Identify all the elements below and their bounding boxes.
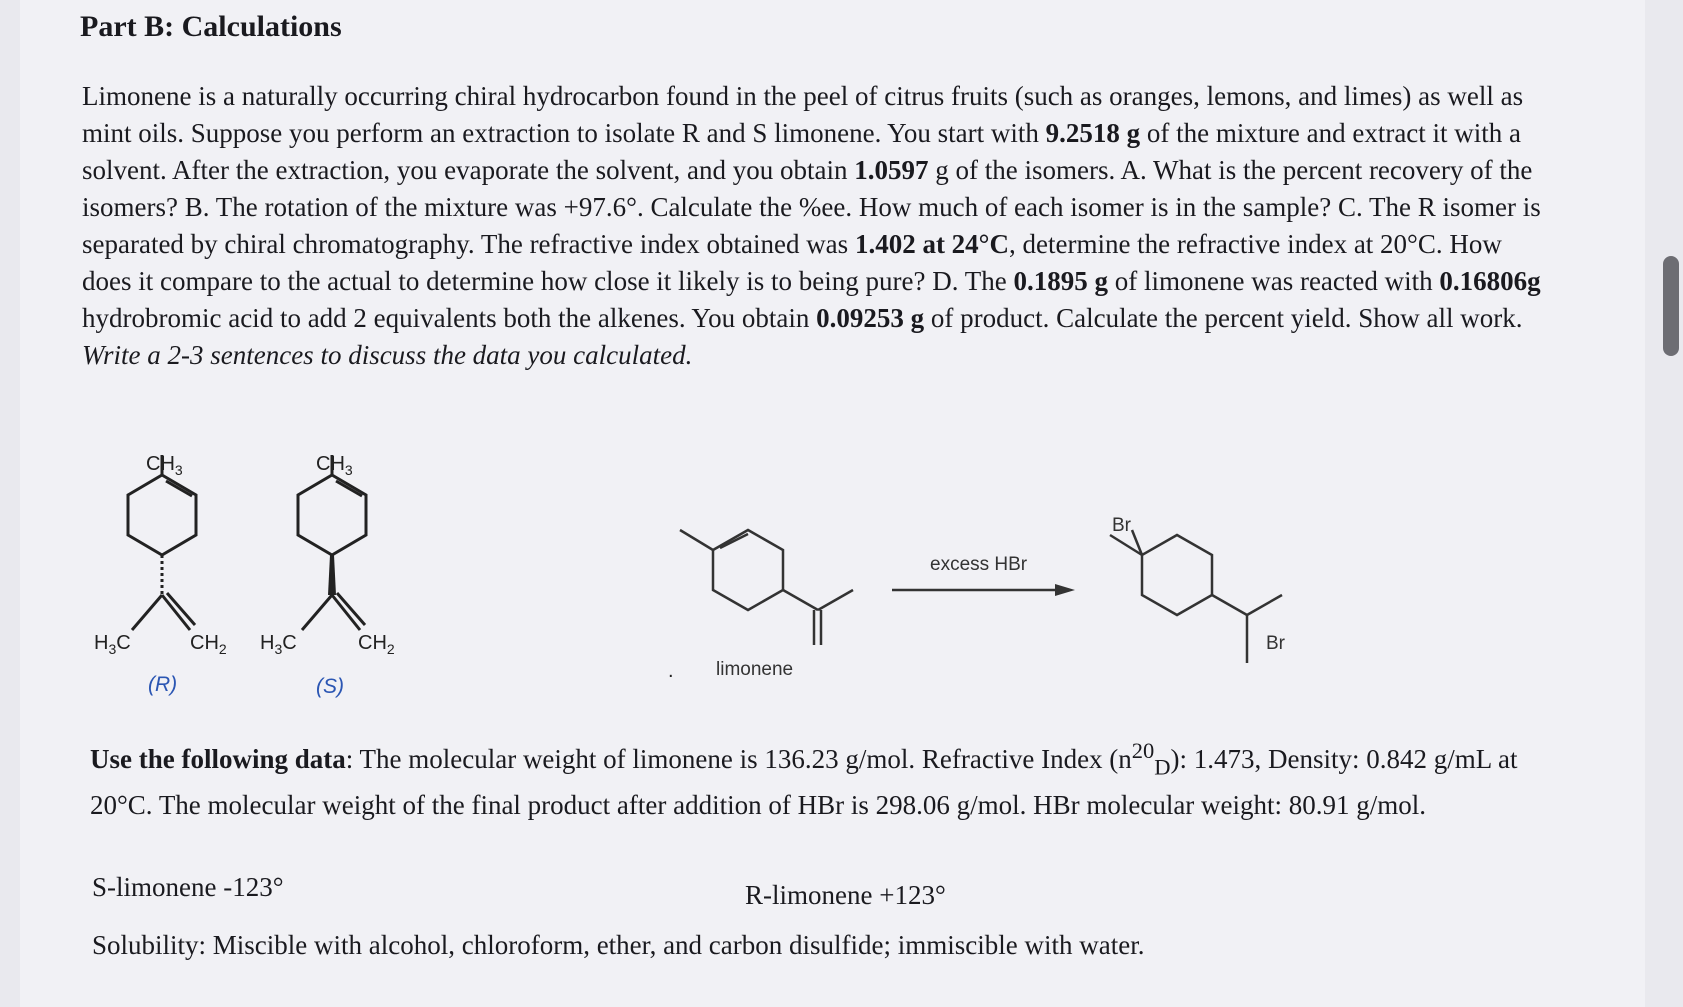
refractive-index-superscript: 20 (1131, 738, 1155, 763)
arrowhead-icon (1055, 584, 1075, 596)
prompt-value: 0.1895 g (1013, 266, 1108, 296)
product-br-top-label: Br (1112, 515, 1131, 536)
vertical-scrollbar[interactable] (1663, 256, 1679, 356)
section-heading: Part B: Calculations (80, 10, 342, 43)
prompt-value: 1.402 at 24°C (854, 229, 1009, 259)
product-skeletal-structure (1110, 530, 1282, 663)
prompt-text: of the mixture and extract it with a solvent. After the extraction, you evaporate the solvent, and you obtain (82, 118, 1522, 185)
s-limonene-structure (298, 455, 366, 630)
prompt-text: , determine the refractive index at 20°C. How does it compare to the actual to determine how close it likely is to being pure? D. The (82, 229, 1502, 296)
product-br-bottom-label: Br (1266, 633, 1285, 654)
s-ch2-label: $CH_2$ (358, 632, 395, 657)
r-limonene-structure (128, 455, 196, 630)
s-configuration-label: (S) (316, 675, 344, 698)
prompt-text: of product. Calculate the percent yield. Show all work. (924, 303, 1523, 333)
s-ch3-label: $CH_3$ (316, 455, 353, 478)
prompt-value: 1.0597 (854, 155, 929, 185)
prompt-text: Limonene is a naturally occurring chiral hydrocarbon found in the peel of citrus fruits (such as oranges, lemons, and limes) as well as mint oils. Suppose you perform an extraction to isolate R and S limonene. You start with (82, 81, 1524, 148)
limonene-skeletal-structure (680, 530, 853, 645)
refractive-index-subscript: D (1154, 754, 1171, 780)
data-text: ): 1.473, Density: 0.842 g/mL at 20°C. The molecular weight of the final product after addition of HBr is 298.06 g/mol. HBr molecular weight: 80.91 g/mol. (90, 744, 1518, 821)
prompt-text: . Calculate the %ee. How much of each isomer is in the sample? C. The R isomer is separated by chiral chromatography. The refractive index obtained was (82, 192, 1541, 259)
prompt-value: +97.6° (563, 192, 637, 222)
r-h3c-label: $H_3C$ (94, 632, 131, 657)
solubility-note: Solubility: Miscible with alcohol, chloroform, ether, and carbon disulfide; immiscible with water. (92, 930, 1145, 960)
prompt-text: g of the isomers. A. What is the percent recovery of the isomers? B. The rotation of the mixture was (82, 155, 1533, 222)
data-text: : The molecular weight of limonene is 136.23 g/mol. Refractive Index (n (345, 744, 1132, 774)
prompt-text: hydrobromic acid to add 2 equivalents both the alkenes. You obtain (82, 303, 817, 333)
s-h3c-label: $H_3C$ (260, 632, 297, 657)
s-limonene-rotation: S-limonene -123° (92, 872, 284, 902)
limonene-label: limonene (716, 659, 794, 680)
data-lead: Use the following data (90, 744, 346, 774)
s-wedge-bond (328, 555, 336, 595)
separator-dot: . (668, 660, 674, 682)
prompt-value: 0.16806g (1439, 266, 1541, 296)
r-ch3-label: $CH_3$ (146, 455, 183, 478)
prompt-instruction: Write a 2-3 sentences to discuss the data you calculated. (82, 340, 693, 370)
structures-svg (80, 455, 1380, 715)
chemical-structures-figure (80, 455, 1380, 715)
prompt-value: 0.09253 g (816, 303, 925, 333)
r-ch2-label: $CH_2$ (190, 632, 227, 657)
r-configuration-label: (R) (148, 673, 178, 696)
problem-prompt (82, 78, 1552, 374)
r-limonene-rotation: R-limonene +123° (745, 880, 946, 910)
prompt-text: of limonene was reacted with (1108, 266, 1440, 296)
reagent-label: excess HBr (930, 554, 1028, 575)
reference-data-paragraph (90, 732, 1570, 824)
prompt-value: 9.2518 g (1045, 118, 1141, 148)
